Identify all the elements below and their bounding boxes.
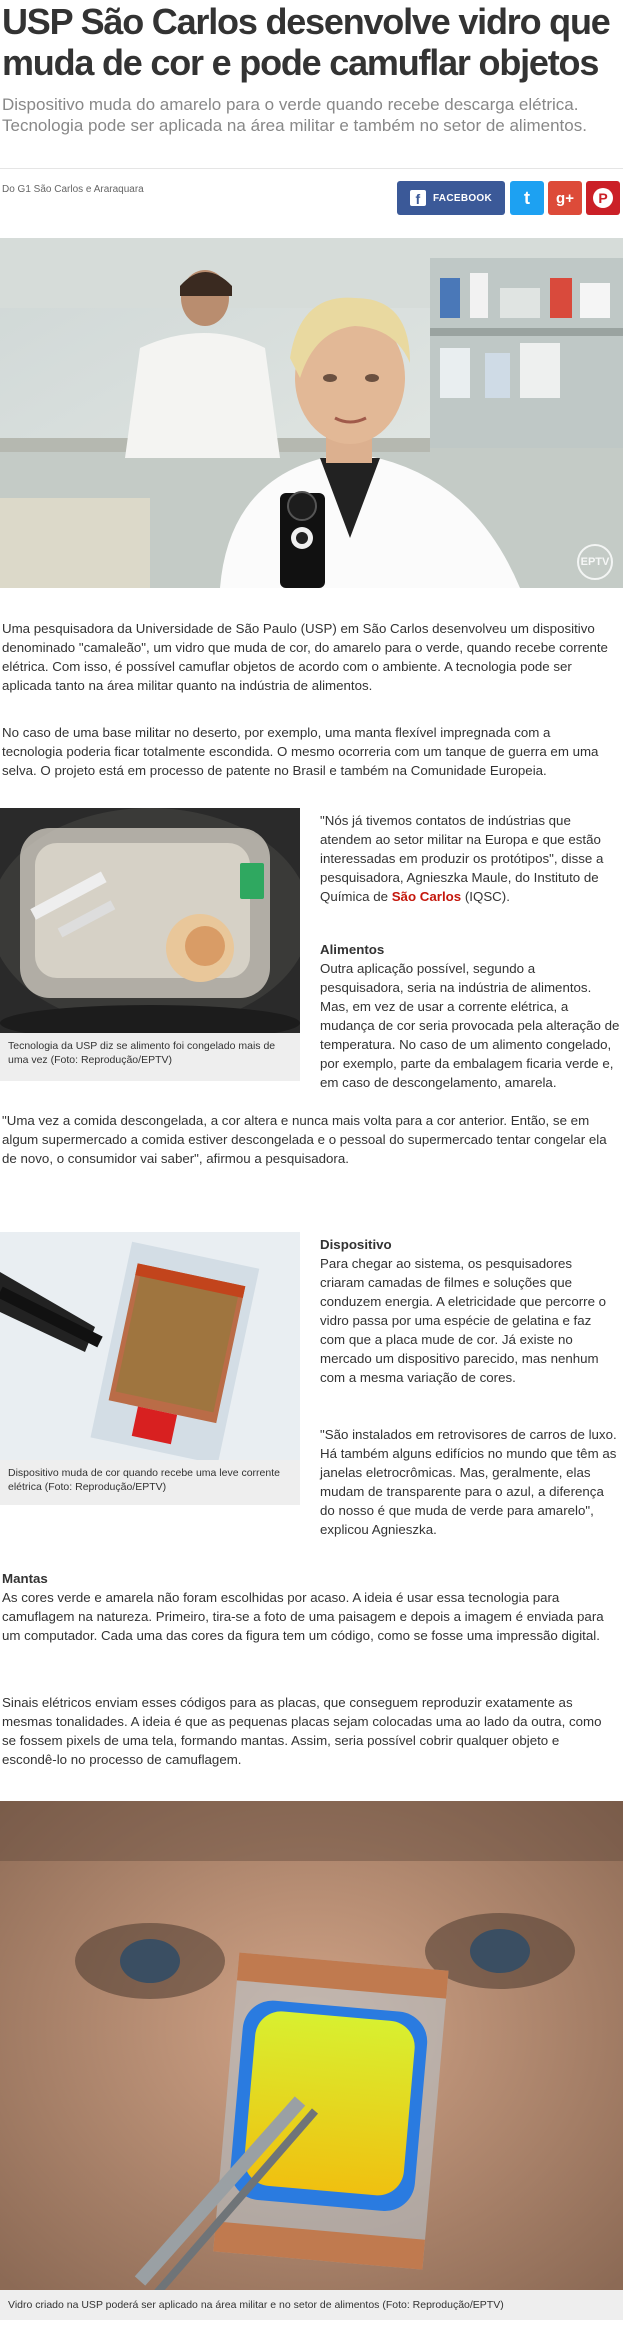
facebook-icon: f	[410, 190, 426, 206]
divider	[0, 168, 623, 169]
pinterest-share-button[interactable]	[586, 181, 620, 215]
eptv-watermark: EPTV	[577, 544, 613, 580]
paragraph: Outra aplicação possível, segundo a pesquisadora, seria na indústria de alimentos. Mas, em vez de usar a corrente elétrica, a mudança de cor seria provocada pela alteração de temperatura. No caso de um alimento congelado, por exemplo, parte da embalagem ficaria verde e, em caso de descongelamento, amarela.	[320, 961, 620, 1090]
image-caption: Dispositivo muda de cor quando recebe uma leve corrente elétrica (Foto: Reprodução/EPTV)	[0, 1460, 300, 1505]
article-subtitle: Dispositivo muda do amarelo para o verde quando recebe descarga elétrica. Tecnologia pode ser aplicada na área militar e também no setor de alimentos.	[2, 95, 587, 135]
article-source: Do G1 São Carlos e Araraquara	[2, 184, 144, 195]
sao-carlos-link[interactable]: São Carlos	[391, 889, 462, 904]
paragraph: Para chegar ao sistema, os pesquisadores criaram camadas de filmes e soluções que conduzem energia. A eletricidade que percorre o vidro passa por uma espécie de gelatina e faz com que a placa mude de cor. Já existe no mercado um dispositivo parecido, mas nenhum com a mesma variação de cores.	[320, 1256, 607, 1385]
googleplus-icon: g+	[556, 189, 574, 207]
facebook-share-label: FACEBOOK	[432, 192, 493, 204]
image-caption: Tecnologia da USP diz se alimento foi congelado mais de uma vez (Foto: Reprodução/EPTV)	[0, 1033, 300, 1081]
glass-device-photo	[0, 1232, 300, 1460]
quote-paragraph: "Nós já tivemos contatos de indústrias que atendem ao setor militar na Europa e que estão interessadas em produzir os protótipos", disse a pesquisadora, Agnieszka Maule, do Instituto de Química de São Carlos (IQSC).	[320, 813, 604, 904]
paragraph: Sinais elétricos enviam esses códigos para as placas, que conseguem reproduzir exatamente as mesmas tonalidades. A ideia é que as pequenas placas sejam colocadas uma ao lado da outra, como se fossem pixels de uma tela, formando mantas. Assim, seria possível cobrir qualquer objeto e escondê-lo no processo de camuflagem.	[2, 1695, 602, 1767]
paragraph: Uma pesquisadora da Universidade de São Paulo (USP) em São Carlos desenvolveu um dispositivo denominado "camaleão", um vidro que muda de cor, do amarelo para o verde, quando recebe corrente elétrica. Com isso, é possível camuflar objetos de acordo com o ambiente. A tecnologia pode ser aplicada tanto na área militar quanto na indústria de alimentos.	[2, 621, 608, 693]
quote-paragraph: "São instalados em retrovisores de carros de luxo. Há também alguns edifícios no mundo que têm as janelas eletrocrômicas. Mas, geralmente, elas mudam de transparente para o azul, a diferença do nosso é que muda de verde para amarelo", explicou Agnieszka.	[320, 1427, 617, 1537]
image-caption: Vidro criado na USP poderá ser aplicado na área militar e no setor de alimentos (Foto: Reprodução/EPTV)	[0, 2290, 623, 2320]
paragraph: "Uma vez a comida descongelada, a cor altera e nunca mais volta para a cor anterior. Então, se em algum supermercado a comida estiver descongelada e o pessoal do supermercado tentar congelar ela de novo, o consumidor vai saber", afirmou a pesquisadora.	[2, 1113, 607, 1166]
article-title: USP São Carlos desenvolve vidro que muda de cor e pode camuflar objetos	[2, 1, 610, 83]
section-heading-alimentos: Alimentos	[320, 942, 385, 957]
paragraph: No caso de uma base militar no deserto, por exemplo, uma manta flexível impregnada com a tecnologia poderia ficar totalmente escondida. O mesmo ocorreria com um tanque de guerra em uma selva. O projeto está em processo de patente no Brasil e também na Comunidade Europeia.	[2, 725, 599, 778]
twitter-share-button[interactable]	[510, 181, 544, 215]
twitter-icon: t	[524, 187, 530, 208]
section-heading-dispositivo: Dispositivo	[320, 1237, 392, 1252]
facebook-share-button[interactable]	[397, 181, 505, 215]
frozen-food-photo	[0, 808, 300, 1033]
pinterest-icon: P	[593, 188, 613, 208]
section-heading-mantas: Mantas	[2, 1571, 48, 1586]
glass-sample-photo	[0, 1801, 623, 2308]
hero-photo	[0, 238, 623, 588]
paragraph: As cores verde e amarela não foram escolhidas por acaso. A ideia é usar essa tecnologia para camuflagem na natureza. Primeiro, tira-se a foto de uma paisagem e depois a imagem é enviada para um computador. Cada uma das cores da figura tem um código, como se fosse uma impressão digital.	[2, 1590, 604, 1643]
googleplus-share-button[interactable]	[548, 181, 582, 215]
